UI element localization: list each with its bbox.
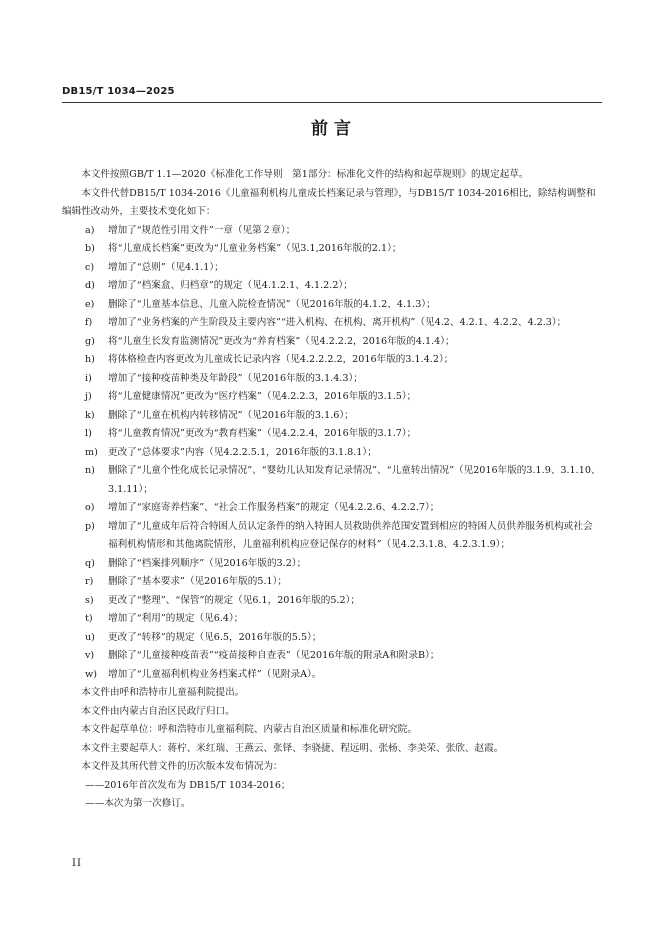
list-marker: j) (85, 391, 92, 402)
intro-paragraph: 本文件代替DB15/T 1034-2016《儿童福利机构儿童成长档案记录与管理》，与DB15/T 1034-2016相比，除结构调整和编辑性改动外，主要技术变化如下： (62, 187, 596, 217)
change-item (85, 370, 602, 389)
list-marker: q) (85, 557, 95, 569)
list-marker: d) (85, 280, 95, 291)
list-marker: v) (85, 650, 95, 661)
change-text: 删除了“儿童个性化成长记录情况”、“婴幼儿认知发育记录情况”、“儿童转出情况”（见2016年版的3.1.9、3.1.10、3.1.11）； (108, 465, 601, 495)
change-text: 删除了“儿童在机构内转移情况”（见2016年版的3.1.6）； (108, 409, 354, 421)
list-marker: k) (85, 409, 95, 421)
change-text: 将体格检查内容更改为儿童成长记录内容（见4.2.2.2.2，2016年版的3.1.4.2）； (108, 354, 454, 365)
list-marker: u) (85, 631, 95, 643)
list-marker: i) (85, 372, 92, 384)
change-item (85, 462, 602, 499)
change-item (85, 259, 602, 278)
change-item (85, 240, 602, 259)
change-text: 增加了“档案盒、归档章”的规定（见4.1.2.1、4.1.2.2）； (108, 280, 353, 291)
change-text: 增加了“规范性引用文件”一章（见第２章）； (108, 224, 296, 236)
change-text: 将“儿童生长发育监测情况”更改为“养育档案”（见4.2.2.2，2016年版的4.1.4）； (108, 335, 455, 347)
change-text: 增加了“利用”的规定（见6.4）； (108, 613, 244, 624)
intro-paragraph: 本文件按照GB/T 1.1—2020《标准化工作导则 第1部分：标准化文件的结构和起草规则》的规定起草。 (81, 169, 529, 180)
change-text: 更改了“总体要求”内容（见4.2.2.5.1，2016年版的3.1.8.1）； (108, 446, 377, 458)
change-text: 增加了“接种疫苗种类及年龄段”（见2016年版的3.1.4.3）； (108, 372, 363, 384)
change-item (85, 222, 602, 241)
change-text: 增加了“儿童成年后符合特困人员认定条件的纳入特困人员救助供养范围安置到相应的特困人员供养服务机构或社会福利机构情形和其他离院情形，儿童福利机构应登记保存的材料”（见4.2.3.1.8、4.2.3.1.9）； (108, 520, 593, 550)
change-list (85, 222, 602, 685)
change-item (85, 407, 602, 426)
change-text: 删除了“基本要求”（见2016年版的5.1）； (108, 576, 287, 587)
change-text: 将“儿童成长档案”更改为“儿童业务档案”（见3.1,2016年版的2.1）； (108, 243, 402, 254)
proposer-statement: 本文件由呼和浩特市儿童福利院提出。 (81, 687, 245, 698)
change-item (85, 499, 602, 518)
change-item (85, 351, 602, 370)
list-marker: w) (85, 668, 97, 680)
list-marker: f) (85, 317, 93, 328)
document-code: DB15/T 1034—2025 (62, 86, 175, 97)
change-item (85, 629, 602, 648)
change-text: 更改了“整理”、“保管”的规定（见6.1，2016年版的5.2）； (108, 594, 361, 606)
change-text: 将“儿童教育情况”更改为“教育档案”（见4.2.2.4，2016年版的3.1.7）； (108, 428, 417, 439)
change-text: 增加了“业务档案的产生阶段及主要内容”“进入机构、在机构、离开机构”（见4.2、4.2.1、4.2.2、4.2.3）； (108, 317, 567, 328)
list-marker: n) (85, 465, 95, 476)
list-marker: r) (85, 576, 94, 587)
header-divider (62, 102, 602, 103)
list-marker: c) (85, 261, 95, 273)
change-text: 将“儿童健康情况”更改为“医疗档案”（见4.2.2.3，2016年版的3.1.5）； (108, 391, 417, 402)
change-text: 删除了“儿童基本信息、儿童入院检查情况”（见2016年版的4.1.2、4.1.3）； (108, 298, 436, 310)
change-text: 删除了“儿童接种疫苗表”“疫苗接种自查表”（见2016年版的附录A和附录B）； (108, 650, 440, 661)
list-marker: b) (85, 243, 95, 254)
change-item (85, 425, 602, 444)
change-item (85, 296, 602, 315)
history-item: ——2016年首次发布为 DB15/T 1034-2016； (85, 779, 291, 791)
change-text: 增加了“儿童福利机构业务档案式样”（见附录A）。 (108, 668, 322, 680)
list-marker: e) (85, 298, 95, 310)
foreword-body (62, 166, 602, 814)
list-marker: l) (85, 428, 92, 439)
history-intro: 本文件及其所代替文件的历次版本发布情况为： (81, 761, 283, 772)
change-item (85, 277, 602, 296)
change-text: 更改了“转移”的规定（见6.5，2016年版的5.5）； (108, 631, 322, 643)
main-drafters: 本文件主要起草人：蒋柠、米红瑞、王燕云、张铎、李骁捷、程远明、张杨、李美荣、张欣、赵霞。 (81, 742, 504, 754)
administrator-statement: 本文件由内蒙古自治区民政厅归口。 (81, 705, 235, 717)
list-marker: s) (85, 594, 94, 606)
change-text: 增加了“家庭寄养档案”、“社会工作服务档案”的规定（见4.2.2.6、4.2.2.7）； (108, 502, 440, 513)
list-marker: p) (85, 520, 95, 532)
change-item (85, 666, 602, 685)
list-marker: o) (85, 502, 95, 513)
page-title: 前 言 (311, 119, 351, 139)
change-text: 删除了“档案排列顺序”（见2016年版的3.2）； (108, 557, 307, 569)
change-item (85, 388, 602, 407)
list-marker: a) (85, 224, 95, 236)
change-item (85, 444, 602, 463)
list-marker: m) (85, 446, 98, 458)
history-item: ——本次为第一次修订。 (85, 798, 191, 809)
change-item (85, 592, 602, 611)
change-item (85, 555, 602, 574)
list-marker: h) (85, 354, 95, 365)
drafting-units: 本文件起草单位：呼和浩特市儿童福利院、内蒙古自治区质量和标准化研究院。 (81, 724, 417, 735)
change-item (85, 314, 602, 333)
change-item (85, 647, 602, 666)
change-item (85, 610, 602, 629)
change-item (85, 518, 602, 555)
list-marker: g) (85, 335, 95, 347)
change-item (85, 333, 602, 352)
page-number: II (72, 858, 82, 869)
change-item (85, 573, 602, 592)
change-text: 增加了“总则”（见4.1.1）； (108, 261, 224, 273)
list-marker: t) (85, 613, 93, 624)
